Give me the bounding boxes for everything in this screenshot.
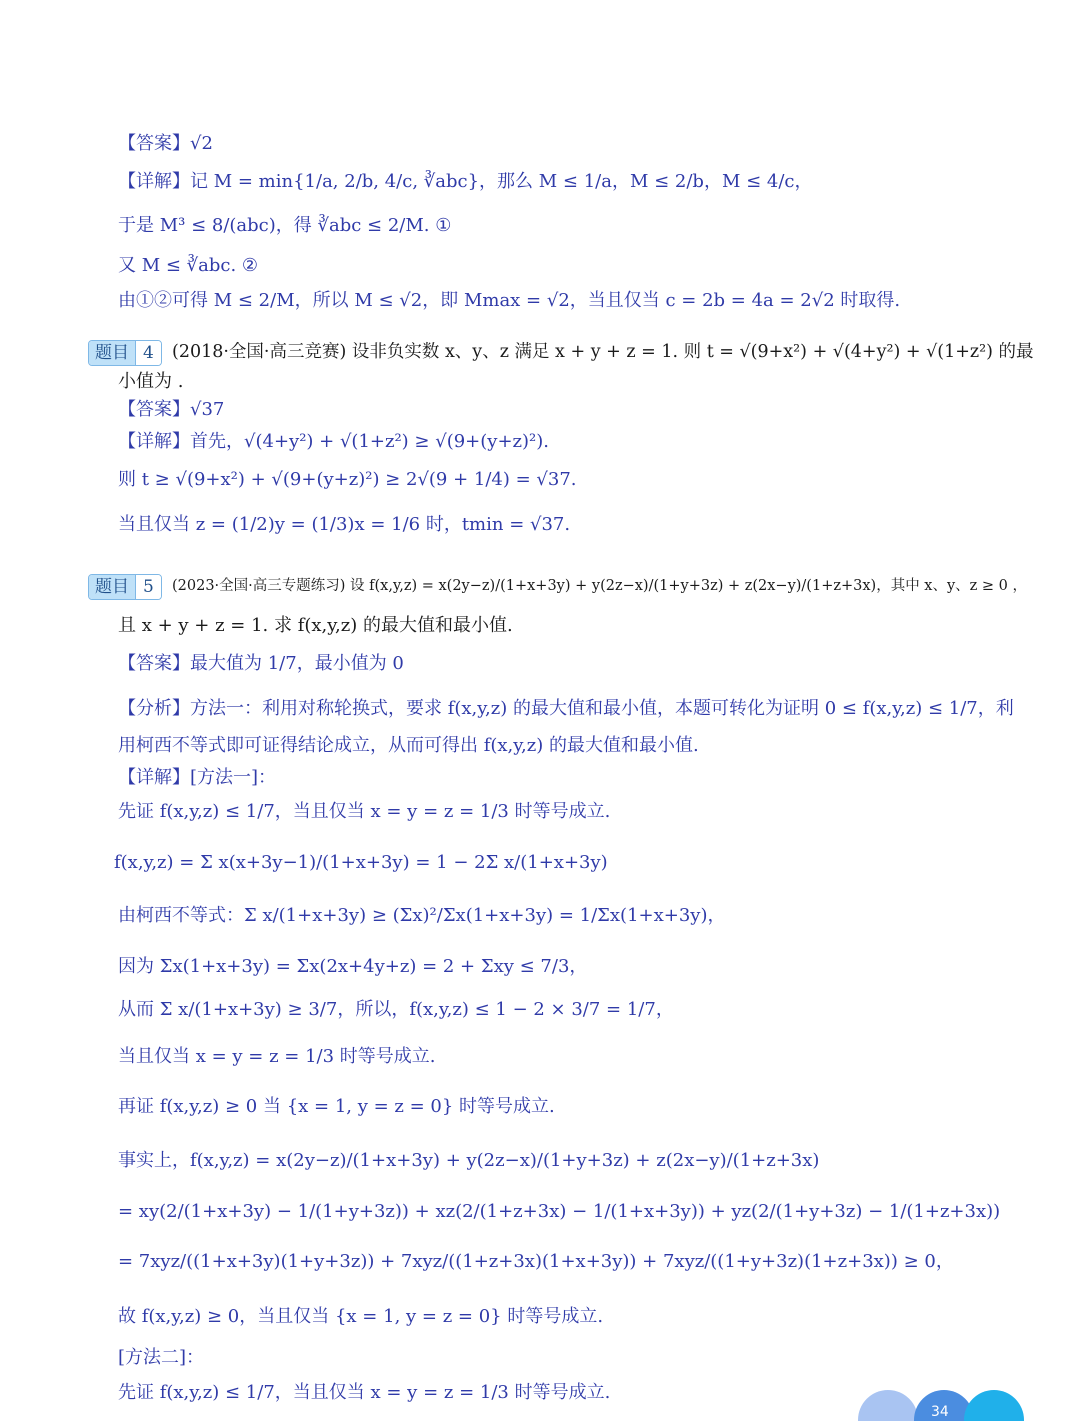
problem-badge-number: 4 xyxy=(135,341,161,365)
text-line: 当且仅当 z = (1/2)y = (1/3)x = 1/6 时，tmin = √37. xyxy=(118,514,571,535)
text-line: f(x,y,z) = Σ x(x+3y−1)/(1+x+3y) = 1 − 2Σ x/(1+x+3y) xyxy=(114,852,608,873)
text-line: 于是 M³ ≤ 8/(abc)，得 ∛abc ≤ 2/M. ① xyxy=(118,215,452,236)
text-line: 则 t ≥ √(9+x²) + √(9+(y+z)²) ≥ 2√(9 + 1/4) = √37. xyxy=(118,469,577,490)
text-line: 【答案】√2 xyxy=(118,133,213,154)
page-number: 34 xyxy=(931,1404,949,1420)
text-line: 且 x + y + z = 1. 求 f(x,y,z) 的最大值和最小值. xyxy=(118,615,513,636)
text-line: 事实上，f(x,y,z) = x(2y−z)/(1+x+3y) + y(2z−x)/(1+y+3z) + z(2x−y)/(1+z+3x) xyxy=(118,1150,820,1171)
text-line: 由柯西不等式：Σ x/(1+x+3y) ≥ (Σx)²/Σx(1+x+3y) = 1/Σx(1+x+3y)， xyxy=(118,905,726,926)
text-line: 因为 Σx(1+x+3y) = Σx(2x+4y+z) = 2 + Σxy ≤ 7/3， xyxy=(118,956,588,977)
decor-circle xyxy=(858,1390,918,1421)
text-line: 【答案】√37 xyxy=(118,399,225,420)
text-line: 又 M ≤ ∛abc. ② xyxy=(118,255,259,276)
text-line: 从而 Σ x/(1+x+3y) ≥ 3/7，所以，f(x,y,z) ≤ 1 − 2 × 3/7 = 1/7， xyxy=(118,999,674,1020)
problem-badge-label: 题目 xyxy=(89,341,135,365)
text-line: 【答案】最大值为 1/7，最小值为 0 xyxy=(118,653,404,674)
text-line: 先证 f(x,y,z) ≤ 1/7，当且仅当 x = y = z = 1/3 时等号成立. xyxy=(118,1382,611,1403)
problem-badge-number: 5 xyxy=(135,575,161,599)
problem-badge-4 xyxy=(88,340,162,366)
text-line: 小值为 . xyxy=(118,371,184,392)
page-corner-decoration xyxy=(858,1390,1028,1421)
problem-badge-label: 题目 xyxy=(89,575,135,599)
problem-badge-5 xyxy=(88,574,162,600)
text-line: 【详解】记 M = min{1/a, 2/b, 4/c, ∛abc}，那么 M ≤ 1/a，M ≤ 2/b，M ≤ 4/c， xyxy=(118,171,813,192)
text-line: 故 f(x,y,z) ≥ 0，当且仅当 {x = 1, y = z = 0} 时等号成立. xyxy=(118,1306,604,1327)
text-line: 由①②可得 M ≤ 2/M，所以 M ≤ √2，即 Mmax = √2，当且仅当 c = 2b = 4a = 2√2 时取得. xyxy=(118,290,901,311)
text-line: 用柯西不等式即可证得结论成立，从而可得出 f(x,y,z) 的最大值和最小值. xyxy=(118,735,699,756)
text-line: (2023·全国·高三专题练习) 设 f(x,y,z) = x(2y−z)/(1+x+3y) + y(2z−x)/(1+y+3z) + z(2x−y)/(1+z+3x)，其中 x、y、z ≥ 0 ， xyxy=(172,578,1028,594)
decor-circle xyxy=(964,1390,1024,1421)
text-line: 【详解】首先，√(4+y²) + √(1+z²) ≥ √(9+(y+z)²). xyxy=(118,431,549,452)
text-line: 当且仅当 x = y = z = 1/3 时等号成立. xyxy=(118,1046,436,1067)
text-line: = xy(2/(1+x+3y) − 1/(1+y+3z)) + xz(2/(1+z+3x) − 1/(1+x+3y)) + yz(2/(1+y+3z) − 1/(1+z+3x)) xyxy=(118,1201,1001,1222)
text-line: 【分析】方法一：利用对称轮换式，要求 f(x,y,z) 的最大值和最小值，本题可转化为证明 0 ≤ f(x,y,z) ≤ 1/7，利 xyxy=(118,698,1014,719)
text-line: 再证 f(x,y,z) ≥ 0 当 {x = 1, y = z = 0} 时等号成立. xyxy=(118,1096,555,1117)
text-line: [方法二]： xyxy=(118,1347,205,1368)
text-line: (2018·全国·高三竞赛) 设非负实数 x、y、z 满足 x + y + z = 1. 则 t = √(9+x²) + √(4+y²) + √(1+z²) 的最 xyxy=(172,342,1034,362)
text-line: = 7xyz/((1+x+3y)(1+y+3z)) + 7xyz/((1+z+3x)(1+x+3y)) + 7xyz/((1+y+3z)(1+z+3x)) ≥ 0， xyxy=(118,1251,954,1272)
text-line: 【详解】[方法一]： xyxy=(118,767,277,788)
text-line: 先证 f(x,y,z) ≤ 1/7，当且仅当 x = y = z = 1/3 时等号成立. xyxy=(118,801,611,822)
